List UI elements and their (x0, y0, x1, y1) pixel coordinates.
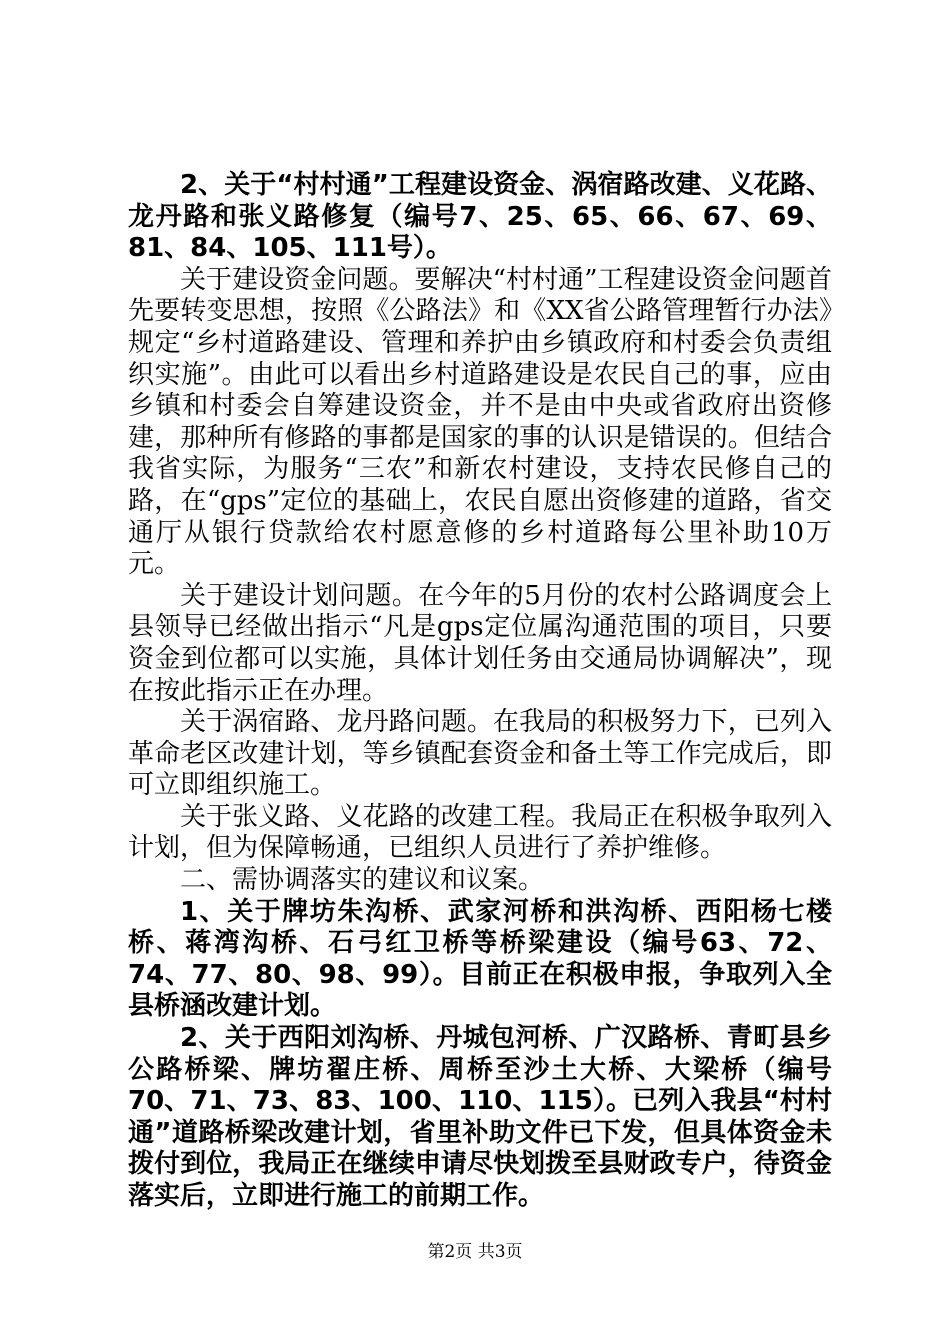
paragraph-bridges-1: 1、关于牌坊朱沟桥、武家河桥和洪沟桥、西阳杨七楼桥、蒋湾沟桥、石弓红卫桥等桥梁建设（编号63、72、74、77、80、98、99）。目前正在积极申报，争取列入全县桥涵改建计划。 (128, 896, 832, 1022)
paragraph-construction-plan: 关于建设计划问题。在今年的5月份的农村公路调度会上县领导已经做出指示“凡是gps定位属沟通范围的项目，只要资金到位都可以实施，具体计划任务由交通局协调解决”，现在按此指示正在办理。 (128, 580, 832, 706)
paragraph-construction-funds: 关于建设资金问题。要解决“村村通”工程建设资金问题首先要转变思想，按照《公路法》和《XX省公路管理暂行办法》规定“乡村道路建设、管理和养护由乡镇政府和村委会负责组织实施”。由此可以看出乡村道路建设是农民自己的事，应由乡镇和村委会自筹建设资金，并不是由中央或省政府出资修建，那种所有修路的事都是国家的事的认识是错误的。但结合我省实际，为服务“三农”和新农村建设，支持农民修自己的路，在“gps”定位的基础上，农民自愿出资修建的道路，省交通厅从银行贷款给农村愿意修的乡村道路每公里补助10万元。 (128, 264, 832, 580)
page-footer: 第2页 共3页 (427, 1242, 523, 1262)
paragraph-wosu-longdan-roads: 关于涡宿路、龙丹路问题。在我局的积极努力下，已列入革命老区改建计划，等乡镇配套资金和备土等工作完成后，即可立即组织施工。 (128, 707, 832, 801)
paragraph-bridges-2: 2、关于西阳刘沟桥、丹城包河桥、广汉路桥、青町县乡公路桥梁、牌坊翟庄桥、周桥至沙土大桥、大梁桥（编号70、71、73、83、100、110、115）。已列入我县“村村通”道路桥梁改建计划，省里补助文件已下发，但具体资金未拨付到位，我局正在继续申请尽快划拨至县财政专户，待资金落实后，立即进行施工的前期工作。 (128, 1023, 832, 1211)
section-heading-coordination: 二、需协调落实的建议和议案。 (180, 865, 545, 896)
paragraph-heading-2: 2、关于“村村通”工程建设资金、涡宿路改建、义花路、龙丹路和张义路修复（编号7、25、65、66、67、69、81、84、105、111号）。 (128, 170, 832, 264)
paragraph-zhangyi-yihua-roads: 关于张义路、义花路的改建工程。我局正在积极争取列入计划，但为保障畅通，已组织人员进行了养护维修。 (128, 801, 832, 864)
document-body (128, 170, 832, 1213)
